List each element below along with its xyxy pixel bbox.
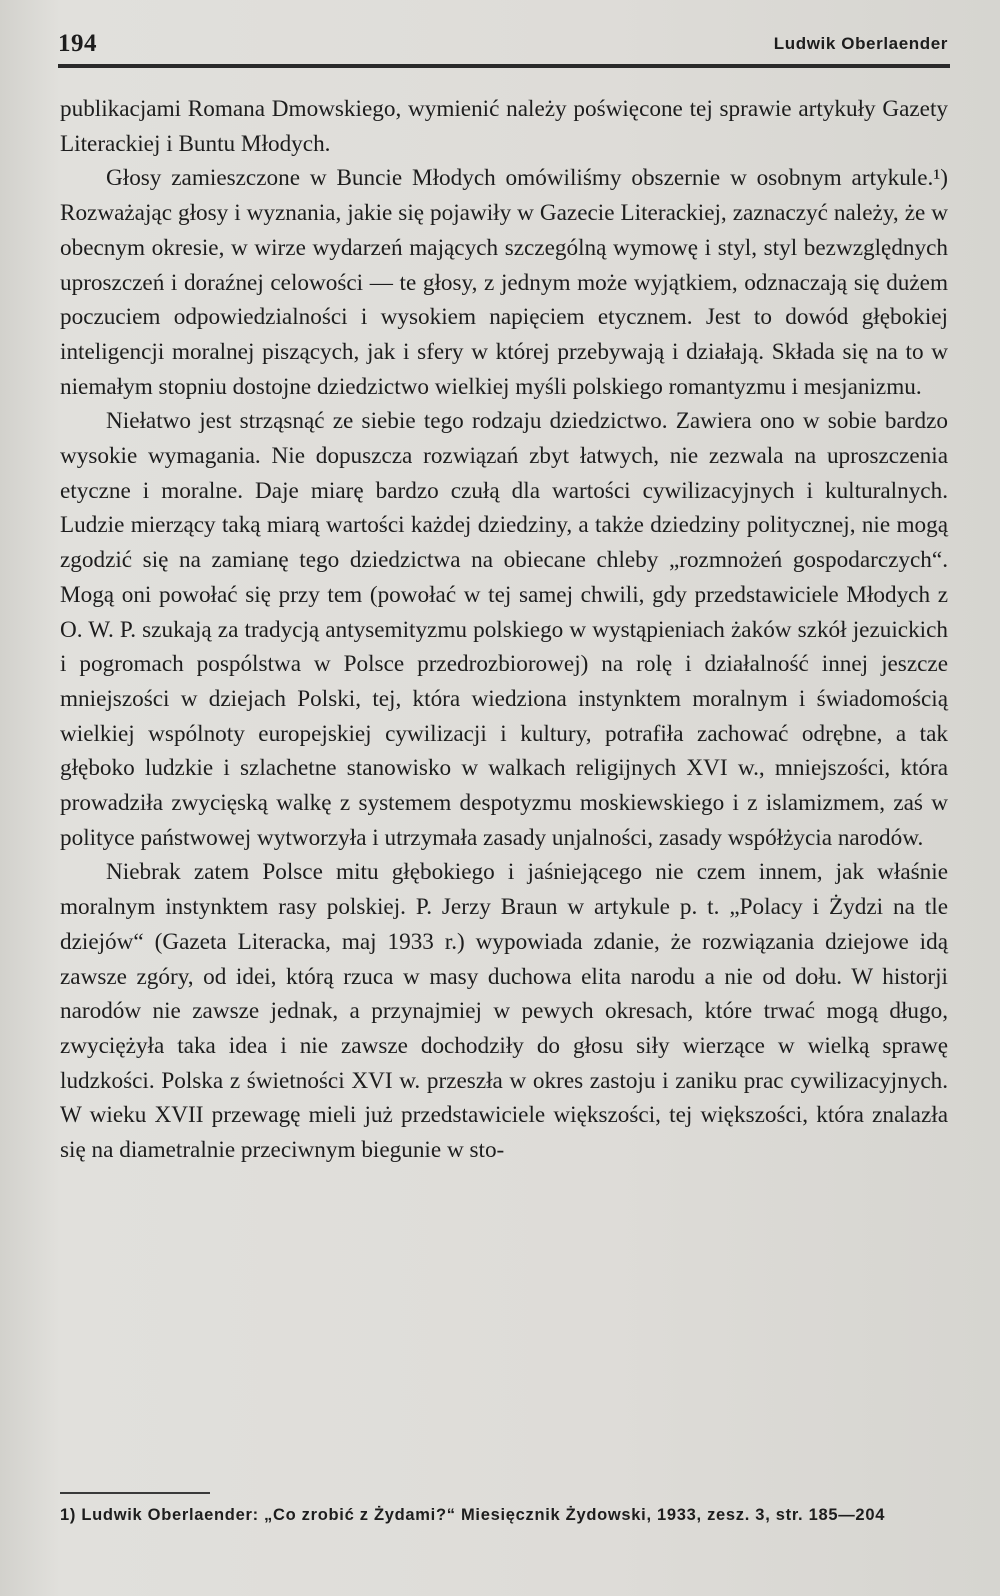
footnote-rule <box>60 1492 210 1494</box>
running-head: Ludwik Oberlaender <box>773 34 948 53</box>
paragraph: publikacjami Romana Dmowskiego, wymienić należy poświęcone tej sprawie artykuły Gazety Literackiej i Buntu Młodych. <box>60 96 948 157</box>
footnote: 1) Ludwik Oberlaender: „Co zrobić z Żydami?“ Miesięcznik Żydowski, 1933, zesz. 3, str. 185—204 <box>60 1506 886 1524</box>
body-text <box>60 92 948 1168</box>
paragraph: Niełatwo jest strząsnąć ze siebie tego rodzaju dziedzictwo. Zawiera ono w sobie bardzo wysokie wymagania. Nie dopuszcza rozwiązań zbyt łatwych, nie zezwala na uproszczenia etyczne i moralne. Daje miarę bardzo czułą dla wartości cywilizacyjnych i kulturalnych. Ludzie mierzący taką miarą wartości każdej dziedziny, a także dziedziny politycznej, nie mogą zgodzić się na zamianę tego dziedzictwa na obiecane chleby „rozmnożeń gospodarczych“. Mogą oni powołać się przy tem (powołać w tej samej chwili, gdy przedstawiciele Młodych z O. W. P. szukają za tradycją antysemityzmu polskiego w wystąpieniach żaków szkół jezuickich i pogromach pospólstwa w Polsce przedrozbiorowej) na rolę i działalność innej jeszcze mniejszości w dziejach Polski, tej, która wiedziona instynktem moralnym i świadomością wielkiej wspólnoty europejskiej cywilizacji i kultury, potrafiła zachować odrębne, a tak głęboko ludzkie i szlachetne stanowisko w walkach religijnych XVI w., mniejszości, która prowadziła zwycięską walkę z systemem despotyzmu moskiewskiego i z islamizmem, zaś w polityce państwowej wytworzyła i utrzymała zasady unjalności, zasady współżycia narodów. <box>60 408 948 851</box>
header-rule <box>58 64 950 68</box>
page-number: 194 <box>58 30 97 57</box>
paragraph: Głosy zamieszczone w Buncie Młodych omówiliśmy obszernie w osobnym artykule.¹) Rozważając głosy i wyznania, jakie się pojawiły w Gazecie Literackiej, zaznaczyć należy, że w obecnym okresie, w wirze wydarzeń mających szczególną wymowę i styl, styl bezwzględnych uproszczeń i doraźnej celowości — te głosy, z jednym może wyjątkiem, odznaczają się dużem poczuciem odpowiedzialności i wysokiem napięciem etycznem. Jest to dowód głębokiej inteligencji moralnej piszących, jak i sfery w której przebywają i działają. Składa się na to w niemałym stopniu dostojne dziedzictwo wielkiej myśli polskiego romantyzmu i mesjanizmu. <box>60 165 948 400</box>
paragraph: Niebrak zatem Polsce mitu głębokiego i jaśniejącego nie czem innem, jak właśnie moralnym instynktem rasy polskiej. P. Jerzy Braun w artykule p. t. „Polacy i Żydzi na tle dziejów“ (Gazeta Literacka, maj 1933 r.) wypowiada zdanie, że rozwiązania dziejowe idą zawsze zgóry, od idei, którą rzuca w masy duchowa elita narodu a nie od dołu. W historji narodów nie zawsze jednak, a przynajmiej w pewych okresach, które trwać mogą długo, zwyciężyła taka idea i nie zawsze dochodziły do głosu siły wierzące w wielką sprawę ludzkości. Polska z świetności XVI w. przeszła w okres zastoju i zaniku prac cywilizacyjnych. W wieku XVII przewagę mieli już przedstawiciele większości, tej większości, która znalazła się na diametralnie przeciwnym biegunie w sto- <box>60 859 948 1164</box>
page-header <box>58 28 948 68</box>
